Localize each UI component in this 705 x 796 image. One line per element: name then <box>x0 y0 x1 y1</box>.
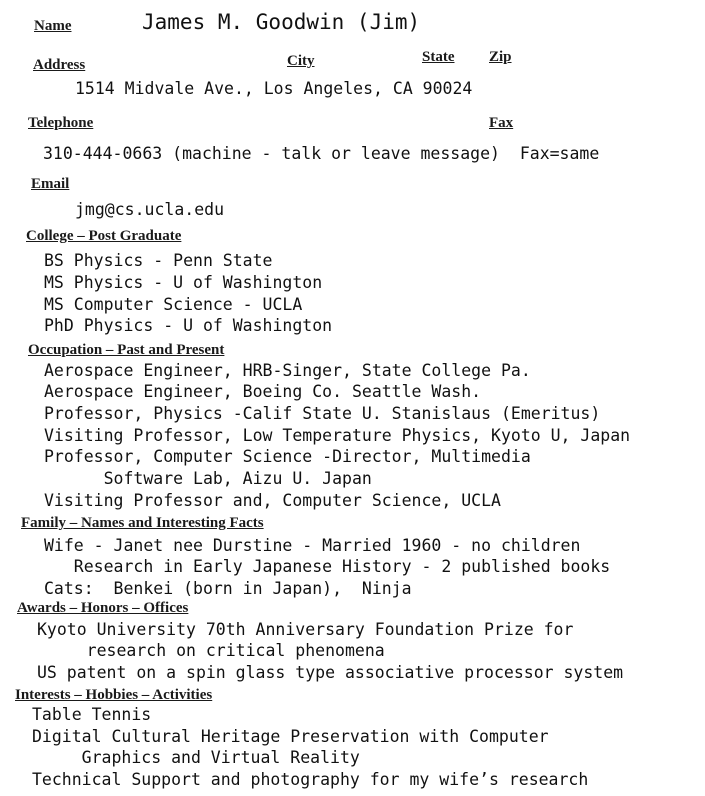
occupation-line: Aerospace Engineer, HRB-Singer, State College Pa. <box>44 361 531 380</box>
occupation-line: Professor, Physics -Calif State U. Stanislaus (Emeritus) <box>44 404 601 423</box>
telephone-value: 310-444-0663 (machine - talk or leave message) Fax=same <box>43 144 600 163</box>
email-value: jmg@cs.ucla.edu <box>75 200 225 219</box>
interests-line: Digital Cultural Heritage Preservation with Computer <box>32 727 549 746</box>
college-line: BS Physics - Penn State <box>44 251 273 270</box>
awards-heading: Awards – Honors – Offices <box>17 600 189 616</box>
email-label: Email <box>31 176 70 192</box>
interests-heading: Interests – Hobbies – Activities <box>15 687 213 703</box>
college-heading: College – Post Graduate <box>26 228 182 244</box>
awards-line: research on critical phenomena <box>37 641 385 660</box>
occupation-line: Professor, Computer Science -Director, Multimedia <box>44 447 531 466</box>
address-label: Address <box>33 57 86 73</box>
awards-line: Kyoto University 70th Anniversary Foundation Prize for <box>37 620 574 639</box>
occupation-line: Visiting Professor and, Computer Science, UCLA <box>44 491 501 510</box>
fax-label: Fax <box>489 115 514 131</box>
family-line: Wife - Janet nee Durstine - Married 1960 - no children <box>44 536 581 555</box>
telephone-label: Telephone <box>28 115 94 131</box>
awards-line: US patent on a spin glass type associative processor system <box>37 663 624 682</box>
occupation-line: Visiting Professor, Low Temperature Physics, Kyoto U, Japan <box>44 426 631 445</box>
occupation-line: Software Lab, Aizu U. Japan <box>44 469 372 488</box>
occupation-heading: Occupation – Past and Present <box>28 342 225 358</box>
family-heading: Family – Names and Interesting Facts <box>21 515 264 531</box>
family-line: Research in Early Japanese History - 2 published books <box>44 557 611 576</box>
occupation-line: Aerospace Engineer, Boeing Co. Seattle Wash. <box>44 382 482 401</box>
name-value: James M. Goodwin (Jim) <box>142 10 421 34</box>
address-value: 1514 Midvale Ave., Los Angeles, CA 90024 <box>75 79 473 98</box>
zip-label: Zip <box>489 49 512 65</box>
interests-line: Table Tennis <box>32 705 152 724</box>
state-label: State <box>422 49 455 65</box>
family-line: Cats: Benkei (born in Japan), Ninja <box>44 579 412 598</box>
name-label: Name <box>34 18 72 34</box>
college-line: MS Physics - U of Washington <box>44 273 323 292</box>
interests-line: Technical Support and photography for my wife’s research <box>32 770 589 789</box>
city-label: City <box>287 53 315 69</box>
interests-line: Graphics and Virtual Reality <box>32 748 360 767</box>
college-line: PhD Physics - U of Washington <box>44 316 333 335</box>
college-line: MS Computer Science - UCLA <box>44 295 303 314</box>
